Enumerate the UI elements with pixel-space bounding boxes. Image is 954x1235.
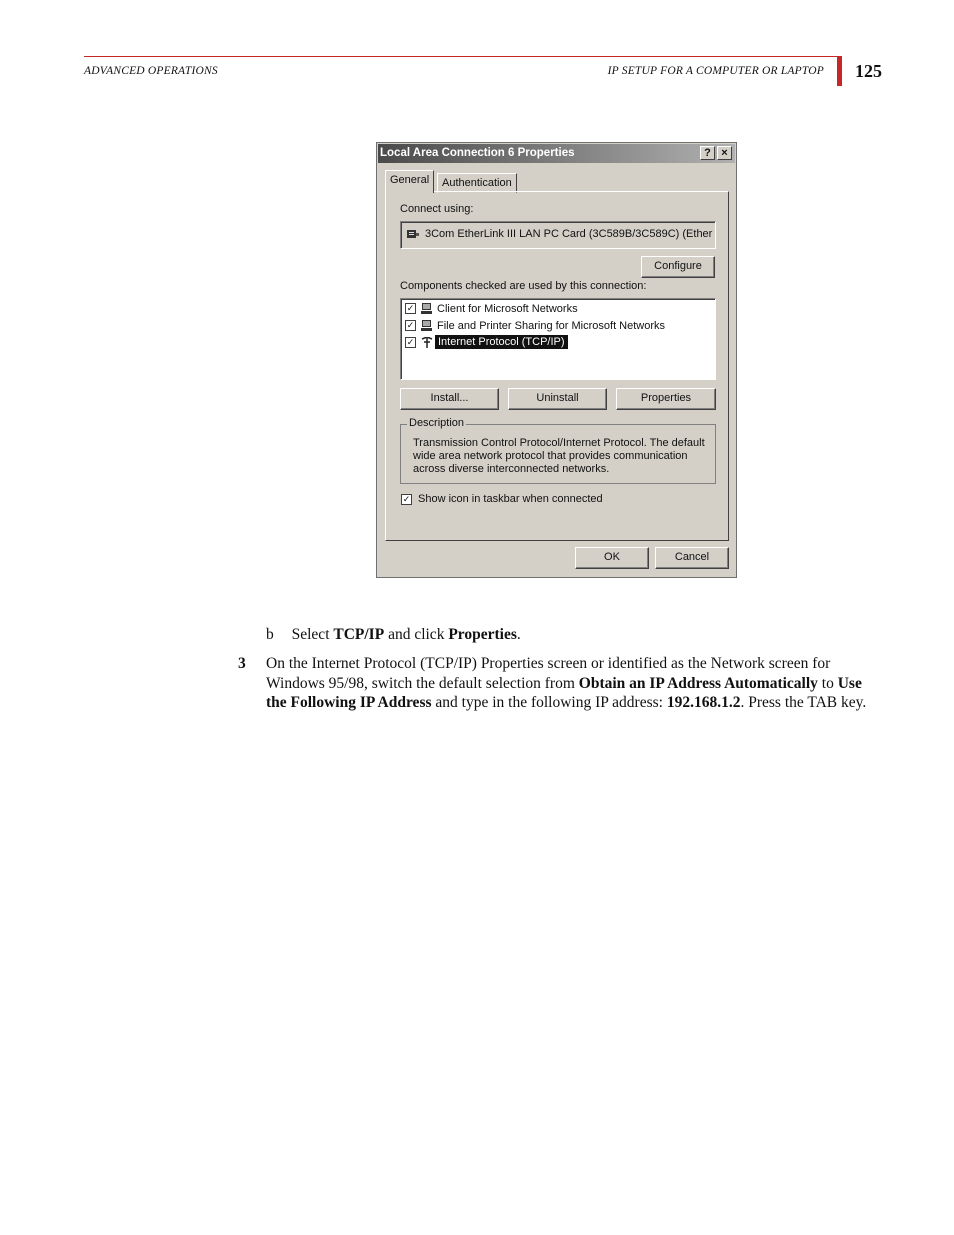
list-item[interactable]: [405, 336, 705, 352]
sub-step-text-mid: and click: [384, 626, 449, 643]
component-checkbox[interactable]: ✓: [406, 320, 415, 330]
uninstall-button[interactable]: Uninstall: [508, 388, 607, 410]
local-area-connection-properties-dialog: [376, 142, 737, 578]
header-rule: [84, 56, 838, 57]
components-list[interactable]: [400, 298, 716, 380]
step-number: 3: [238, 655, 246, 672]
header-accent-bar: [837, 56, 842, 86]
show-icon-checkbox[interactable]: ✓: [402, 494, 411, 504]
description-group: [400, 417, 716, 484]
install-button[interactable]: Install...: [400, 388, 499, 410]
protocol-icon: [421, 337, 433, 348]
running-header-right: IP SETUP FOR A COMPUTER OR LAPTOP: [607, 65, 824, 77]
show-icon-label: Show icon in taskbar when connected: [418, 493, 603, 505]
step-text-1: On the Internet Protocol (TCP/IP) Properties screen or identified as the Network screen for Windows 95/98, switch the default selection from: [266, 655, 831, 692]
ok-button[interactable]: OK: [575, 547, 649, 569]
dialog-titlebar: [378, 144, 735, 163]
component-checkbox[interactable]: ✓: [406, 337, 415, 347]
component-checkbox[interactable]: ✓: [406, 303, 415, 313]
step-bold-obtain-ip: Obtain an IP Address Automatically: [578, 674, 818, 692]
sub-step-bold-properties: Properties: [448, 626, 517, 643]
step-bold-ip-address: 192.168.1.2: [666, 694, 741, 711]
component-label: File and Printer Sharing for Microsoft Networks: [437, 320, 666, 332]
sub-step-end: .: [516, 626, 521, 643]
description-title: Description: [409, 417, 465, 429]
step-text-4: . Press the TAB key.: [740, 694, 867, 711]
step-bold-use-following: Use the Following IP Address: [266, 674, 862, 711]
component-label: Client for Microsoft Networks: [437, 303, 578, 315]
component-label-selected: Internet Protocol (TCP/IP): [435, 335, 568, 349]
connect-using-label: Connect using:: [400, 203, 474, 215]
close-button[interactable]: ×: [717, 146, 732, 160]
page-number: 125: [855, 61, 882, 81]
tab-general[interactable]: General: [385, 170, 434, 193]
sub-step-text: Select: [291, 626, 334, 643]
list-item[interactable]: [405, 302, 705, 318]
cancel-button[interactable]: Cancel: [655, 547, 729, 569]
dialog-title: Local Area Connection 6 Properties: [380, 147, 575, 159]
computer-icon: [421, 303, 433, 314]
step-3-paragraph: [266, 654, 876, 713]
network-card-icon: [407, 229, 419, 240]
step-text-3: and type in the following IP address:: [431, 694, 667, 711]
components-label: Components checked are used by this connection:: [400, 280, 647, 292]
description-text: Transmission Control Protocol/Internet Protocol. The default wide area network protocol that provides communication across diverse interconnected networks.: [413, 437, 705, 475]
sub-step-letter: b: [266, 626, 274, 643]
computer-icon: [421, 320, 433, 331]
general-tab-panel: [385, 191, 729, 541]
running-header-left: ADVANCED OPERATIONS: [84, 65, 218, 77]
properties-button[interactable]: Properties: [616, 388, 716, 410]
configure-button[interactable]: Configure: [641, 256, 715, 278]
sub-step-bold-tcpip: TCP/IP: [333, 626, 385, 643]
step-text-2: to: [817, 674, 838, 692]
list-item[interactable]: [405, 319, 705, 335]
adapter-field: [400, 221, 716, 249]
adapter-name: 3Com EtherLink III LAN PC Card (3C589B/3C589C) (Ether: [425, 228, 713, 240]
tab-authentication[interactable]: Authentication: [437, 173, 517, 193]
sub-step-b: [266, 625, 521, 645]
help-button[interactable]: ?: [700, 146, 715, 160]
